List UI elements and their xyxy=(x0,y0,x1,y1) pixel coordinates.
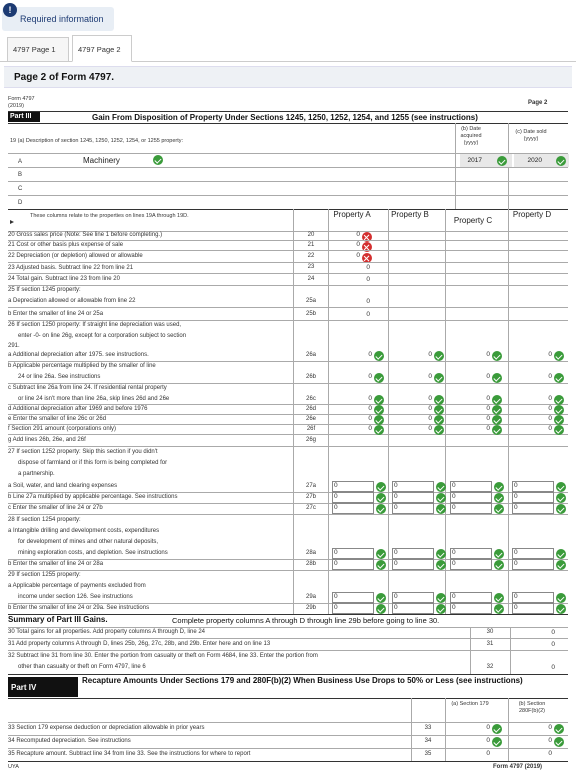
line21-a-value[interactable]: 0 xyxy=(356,241,360,248)
line27-label-2: dispose of farmland or if this form is being completed for xyxy=(18,460,168,466)
line26c-d-value[interactable]: 0 xyxy=(548,395,552,402)
line34-b-value[interactable]: 0 xyxy=(548,737,552,744)
row-a-letter: A xyxy=(18,159,23,165)
line30-num: 30 xyxy=(486,629,494,635)
line26b-num: 26b xyxy=(305,374,316,380)
check-icon xyxy=(494,482,504,492)
line29b-num: 29b xyxy=(305,605,316,611)
line29b-c-value: 0 xyxy=(452,604,456,611)
line26f-a-value[interactable]: 0 xyxy=(368,425,372,432)
line29b-d-value: 0 xyxy=(514,604,518,611)
check-icon xyxy=(494,493,504,503)
line29a-c-value: 0 xyxy=(452,593,456,600)
check-icon xyxy=(376,604,386,614)
line25a-a-value: 0 xyxy=(366,298,370,305)
line33-b-value[interactable]: 0 xyxy=(548,724,552,731)
check-icon xyxy=(374,425,384,435)
property-a-header: Property A xyxy=(333,210,371,219)
line20-label: 20 Gross sales price (Note: See line 1 before completing.) xyxy=(8,232,163,238)
line27a-d-value: 0 xyxy=(514,482,518,489)
check-icon xyxy=(434,425,444,435)
line26b-a-value[interactable]: 0 xyxy=(368,373,372,380)
line22-label: 22 Depreciation (or depletion) allowed or allowable xyxy=(8,253,143,259)
line27a-c-value: 0 xyxy=(452,482,456,489)
row-a-description: Machinery xyxy=(83,156,120,165)
line26c-a-value[interactable]: 0 xyxy=(368,395,372,402)
line28a-num: 28a xyxy=(305,550,316,556)
line26d-num: 26d xyxy=(305,406,316,412)
line28a-a-value: 0 xyxy=(334,549,338,556)
line21-label: 21 Cost or other basis plus expense of sale xyxy=(8,242,124,248)
line27b-label: b Line 27a multiplied by applicable percentage. See instructions xyxy=(8,494,178,500)
line28b-a-value: 0 xyxy=(334,560,338,567)
line24-a-value: 0 xyxy=(366,276,370,283)
line29-label: 29 If section 1255 property: xyxy=(8,572,81,578)
form-year: (2019) xyxy=(8,103,24,109)
required-info-label[interactable]: Required information xyxy=(20,14,104,24)
line27b-c-value: 0 xyxy=(452,493,456,500)
check-icon xyxy=(374,405,384,415)
check-icon xyxy=(556,604,566,614)
check-icon xyxy=(497,156,507,166)
check-icon xyxy=(492,415,502,425)
line26e-label: e Enter the smaller of line 26c or 26d xyxy=(8,416,107,422)
line27c-c-value: 0 xyxy=(452,504,456,511)
line28a-label: a Intangible drilling and development costs, expenditures xyxy=(8,528,160,534)
tab-page1[interactable] xyxy=(7,37,69,61)
part3-label: Part III xyxy=(8,112,40,122)
part3-title: Gain From Disposition of Property Under Sections 1245, 1250, 1252, 1254, and 1255 (see instructions) xyxy=(92,113,478,122)
line28b-num: 28b xyxy=(305,561,316,567)
columns-note: These columns relate to the properties on lines 19A through 19D. xyxy=(30,213,189,219)
line22-num: 22 xyxy=(307,253,315,259)
line27c-num: 27c xyxy=(306,505,316,511)
line25b-num: 25b xyxy=(305,311,316,317)
line26d-a-value[interactable]: 0 xyxy=(368,405,372,412)
line23-label: 23 Adjusted basis. Subtract line 22 from line 21 xyxy=(8,265,134,271)
line30-value: 0 xyxy=(551,629,555,636)
line26f-label: f Section 291 amount (corporations only) xyxy=(8,426,117,432)
line26a-a-value[interactable]: 0 xyxy=(368,351,372,358)
check-icon xyxy=(436,482,446,492)
line28a-b-value: 0 xyxy=(394,549,398,556)
form-page: Page 2 xyxy=(528,100,548,106)
line26g-num: 26g xyxy=(305,437,316,443)
line25-label: 25 If section 1245 property: xyxy=(8,287,81,293)
line26b-label-2: 24 or line 26a. See instructions xyxy=(18,374,101,380)
part4-col-a-header: (a) Section 179 xyxy=(451,701,489,707)
line26e-a-value[interactable]: 0 xyxy=(368,415,372,422)
line26a-num: 26a xyxy=(305,352,316,358)
line26f-b-value[interactable]: 0 xyxy=(428,425,432,432)
line21-num: 21 xyxy=(307,242,315,248)
line26-label: 26 If section 1250 property: If straight line depreciation was used, xyxy=(8,322,182,328)
check-icon xyxy=(436,560,446,570)
check-icon xyxy=(554,395,564,405)
check-icon xyxy=(436,593,446,603)
check-icon xyxy=(494,504,504,514)
line26d-b-value[interactable]: 0 xyxy=(428,405,432,412)
line27b-b-value: 0 xyxy=(394,493,398,500)
line29a-b-value: 0 xyxy=(394,593,398,600)
col-date-sold-header: (c) Date sold (yyyy) xyxy=(515,129,547,142)
check-icon xyxy=(492,724,502,734)
line25a-num: 25a xyxy=(305,298,316,304)
tab-page1-label: 4797 Page 1 xyxy=(13,45,56,54)
line29b-b-value: 0 xyxy=(394,604,398,611)
check-icon xyxy=(554,425,564,435)
check-icon xyxy=(434,373,444,383)
line26g-label: g Add lines 26b, 26e, and 26f xyxy=(8,437,86,443)
line34-label: 34 Recomputed depreciation. See instructions xyxy=(8,738,131,744)
line27c-b-value: 0 xyxy=(394,504,398,511)
line34-a-value[interactable]: 0 xyxy=(486,737,490,744)
row-b-letter: B xyxy=(18,172,23,178)
line26b-label: b Applicable percentage multiplied by the smaller of line xyxy=(8,363,156,369)
check-icon xyxy=(492,425,502,435)
tab-page2-label: 4797 Page 2 xyxy=(78,45,121,54)
line20-a-value[interactable]: 0 xyxy=(356,231,360,238)
line26b-b-value[interactable]: 0 xyxy=(428,373,432,380)
check-icon xyxy=(492,395,502,405)
line27c-a-value: 0 xyxy=(334,504,338,511)
check-icon xyxy=(556,593,566,603)
check-icon xyxy=(436,493,446,503)
line27b-num: 27b xyxy=(305,494,316,500)
part4-label: Part IV xyxy=(8,677,78,697)
check-icon xyxy=(492,351,502,361)
line26f-c-value[interactable]: 0 xyxy=(486,425,490,432)
line28b-c-value: 0 xyxy=(452,560,456,567)
alert-icon: ! xyxy=(3,3,17,17)
line26c-c-value[interactable]: 0 xyxy=(486,395,490,402)
line34-num: 34 xyxy=(424,738,432,744)
part4-title: Recapture Amounts Under Sections 179 and 280F(b)(2) When Business Use Drops to 50% or Less (see instructions) xyxy=(82,676,523,685)
line27b-a-value: 0 xyxy=(334,493,338,500)
check-icon xyxy=(376,482,386,492)
line26e-d-value[interactable]: 0 xyxy=(548,415,552,422)
line26c-label-2: or line 24 isn't more than line 26a, skip lines 26d and 26e xyxy=(18,396,170,402)
check-icon xyxy=(554,724,564,734)
check-icon xyxy=(436,504,446,514)
line30-label: 30 Total gains for all properties. Add property columns A through D, line 24 xyxy=(8,629,206,635)
line33-num: 33 xyxy=(424,725,432,731)
check-icon xyxy=(376,560,386,570)
line26f-d-value[interactable]: 0 xyxy=(548,425,552,432)
line27b-d-value: 0 xyxy=(514,493,518,500)
line27c-d-value: 0 xyxy=(514,504,518,511)
line27a-b-value: 0 xyxy=(394,482,398,489)
footer-left: UYA xyxy=(8,764,19,770)
line27-label: 27 If section 1252 property: Skip this section if you didn't xyxy=(8,449,158,455)
line28a-c-value: 0 xyxy=(452,549,456,556)
line33-a-value[interactable]: 0 xyxy=(486,724,490,731)
line28a-label-2: for development of mines and other natural deposits, xyxy=(18,539,159,545)
line26a-b-value[interactable]: 0 xyxy=(428,351,432,358)
check-icon xyxy=(434,395,444,405)
line35-b-value: 0 xyxy=(548,750,552,757)
line28b-b-value: 0 xyxy=(394,560,398,567)
line26f-num: 26f xyxy=(306,426,316,432)
row-a-sold: 2020 xyxy=(527,157,542,164)
line32-label-2: other than casualty or theft on Form 4797, line 6 xyxy=(18,664,146,670)
check-icon xyxy=(556,493,566,503)
footer-right: Form 4797 (2019) xyxy=(493,764,543,770)
line19-label: 19 (a) Description of section 1245, 1250, 1252, 1254, or 1255 property: xyxy=(10,138,184,144)
line24-num: 24 xyxy=(307,276,315,282)
check-icon xyxy=(556,156,566,166)
row-d-letter: D xyxy=(18,200,23,206)
line26-label-3: 291. xyxy=(8,343,20,349)
line26c-num: 26c xyxy=(306,396,316,402)
line29a-num: 29a xyxy=(305,594,316,600)
line29a-d-value: 0 xyxy=(514,593,518,600)
check-icon xyxy=(554,351,564,361)
check-icon xyxy=(494,604,504,614)
check-icon xyxy=(556,549,566,559)
check-icon xyxy=(374,373,384,383)
line29a-label-2: income under section 126. See instructions xyxy=(18,594,133,600)
line27a-label: a Soil, water, and land clearing expenses xyxy=(8,483,118,489)
line26e-b-value[interactable]: 0 xyxy=(428,415,432,422)
arrow-right-icon xyxy=(10,220,14,224)
line24-label: 24 Total gain. Subtract line 23 from line 20 xyxy=(8,276,120,282)
check-icon xyxy=(434,405,444,415)
line22-a-value[interactable]: 0 xyxy=(356,252,360,259)
line29a-a-value: 0 xyxy=(334,593,338,600)
check-icon xyxy=(492,737,502,747)
line29b-label: b Enter the smaller of line 24 or 29a. See instructions xyxy=(8,605,150,611)
check-icon xyxy=(434,415,444,425)
check-icon xyxy=(492,405,502,415)
check-icon xyxy=(376,504,386,514)
line31-value: 0 xyxy=(551,641,555,648)
line23-num: 23 xyxy=(307,264,315,270)
line33-label: 33 Section 179 expense deduction or depreciation allowable in prior years xyxy=(8,725,205,731)
line26e-num: 26e xyxy=(305,416,316,422)
line25a-label: a Depreciation allowed or allowable from line 22 xyxy=(8,298,136,304)
line26c-label: c Subtract line 26a from line 24. If residential rental property xyxy=(8,385,167,391)
row-a-acquired: 2017 xyxy=(467,157,482,164)
check-icon xyxy=(494,593,504,603)
line26d-d-value[interactable]: 0 xyxy=(548,405,552,412)
check-icon xyxy=(554,737,564,747)
line32-num: 32 xyxy=(486,664,494,670)
line35-a-value: 0 xyxy=(486,750,490,757)
line35-label: 35 Recapture amount. Subtract line 34 from line 33. See the instructions for where to report xyxy=(8,751,251,757)
check-icon xyxy=(374,351,384,361)
line28b-d-value: 0 xyxy=(514,560,518,567)
check-icon xyxy=(494,549,504,559)
line26c-b-value[interactable]: 0 xyxy=(428,395,432,402)
check-icon xyxy=(492,373,502,383)
check-icon xyxy=(554,405,564,415)
line27-label-3: a partnership. xyxy=(18,471,55,477)
check-icon xyxy=(436,549,446,559)
check-icon xyxy=(436,604,446,614)
check-icon xyxy=(556,560,566,570)
line28-label: 28 If section 1254 property: xyxy=(8,517,81,523)
check-icon xyxy=(376,593,386,603)
line26b-c-value[interactable]: 0 xyxy=(486,373,490,380)
line26a-label: a Additional depreciation after 1975. see instructions. xyxy=(8,352,149,358)
check-icon xyxy=(554,373,564,383)
line26d-label: d Additional depreciation after 1969 and before 1976 xyxy=(8,406,148,412)
line26a-c-value[interactable]: 0 xyxy=(486,351,490,358)
check-icon xyxy=(374,415,384,425)
check-icon xyxy=(374,395,384,405)
summary-note: Complete property columns A through D through line 29b before going to line 30. xyxy=(172,616,440,625)
line26-label-2: enter -0- on line 26g, except for a corporation subject to section xyxy=(18,333,187,339)
check-icon xyxy=(494,560,504,570)
line25b-a-value: 0 xyxy=(366,311,370,318)
line29a-label: a Applicable percentage of payments excluded from xyxy=(8,583,146,589)
form-name: Form 4797 xyxy=(8,96,35,102)
property-b-header: Property B xyxy=(391,210,429,219)
line28b-label: b Enter the smaller of line 24 or 28a xyxy=(8,561,104,567)
row-c-letter: C xyxy=(18,186,23,192)
col-date-acquired-header: (b) Date acquired (yyyy) xyxy=(460,126,482,146)
property-d-header: Property D xyxy=(512,210,552,219)
check-icon xyxy=(376,549,386,559)
check-icon xyxy=(554,415,564,425)
check-icon xyxy=(434,351,444,361)
page-title: Page 2 of Form 4797. xyxy=(14,72,115,83)
line27a-num: 27a xyxy=(305,483,316,489)
check-icon xyxy=(153,155,163,165)
line29b-a-value: 0 xyxy=(334,604,338,611)
line35-num: 35 xyxy=(424,751,432,757)
line25b-label: b Enter the smaller of line 24 or 25a xyxy=(8,311,104,317)
check-icon xyxy=(556,482,566,492)
check-icon xyxy=(556,504,566,514)
property-c-header: Property C xyxy=(453,216,493,225)
line23-a-value: 0 xyxy=(366,264,370,271)
tab-page2[interactable] xyxy=(72,35,132,62)
line27c-label: c Enter the smaller of line 24 or 27b xyxy=(8,505,103,511)
line26e-c-value[interactable]: 0 xyxy=(486,415,490,422)
summary-heading: Summary of Part III Gains. xyxy=(8,615,108,624)
line26b-d-value[interactable]: 0 xyxy=(548,373,552,380)
line28a-label-3: mining exploration costs, and depletion. See instructions xyxy=(18,550,168,556)
line31-num: 31 xyxy=(486,641,494,647)
line26a-d-value[interactable]: 0 xyxy=(548,351,552,358)
line27a-a-value: 0 xyxy=(334,482,338,489)
line31-label: 31 Add property columns A through D, lines 25b, 26g, 27c, 28b, and 29b. Enter here and on line 13 xyxy=(8,641,271,647)
part4-col-b-header: (b) Section 280F(b)(2) xyxy=(518,701,546,714)
line32-value: 0 xyxy=(551,664,555,671)
check-icon xyxy=(376,493,386,503)
line26d-c-value[interactable]: 0 xyxy=(486,405,490,412)
line20-num: 20 xyxy=(307,232,315,238)
line28a-d-value: 0 xyxy=(514,549,518,556)
line32-label: 32 Subtract line 31 from line 30. Enter the portion from casualty or theft on Form 4684, line 33. Enter the portion from xyxy=(8,653,318,659)
